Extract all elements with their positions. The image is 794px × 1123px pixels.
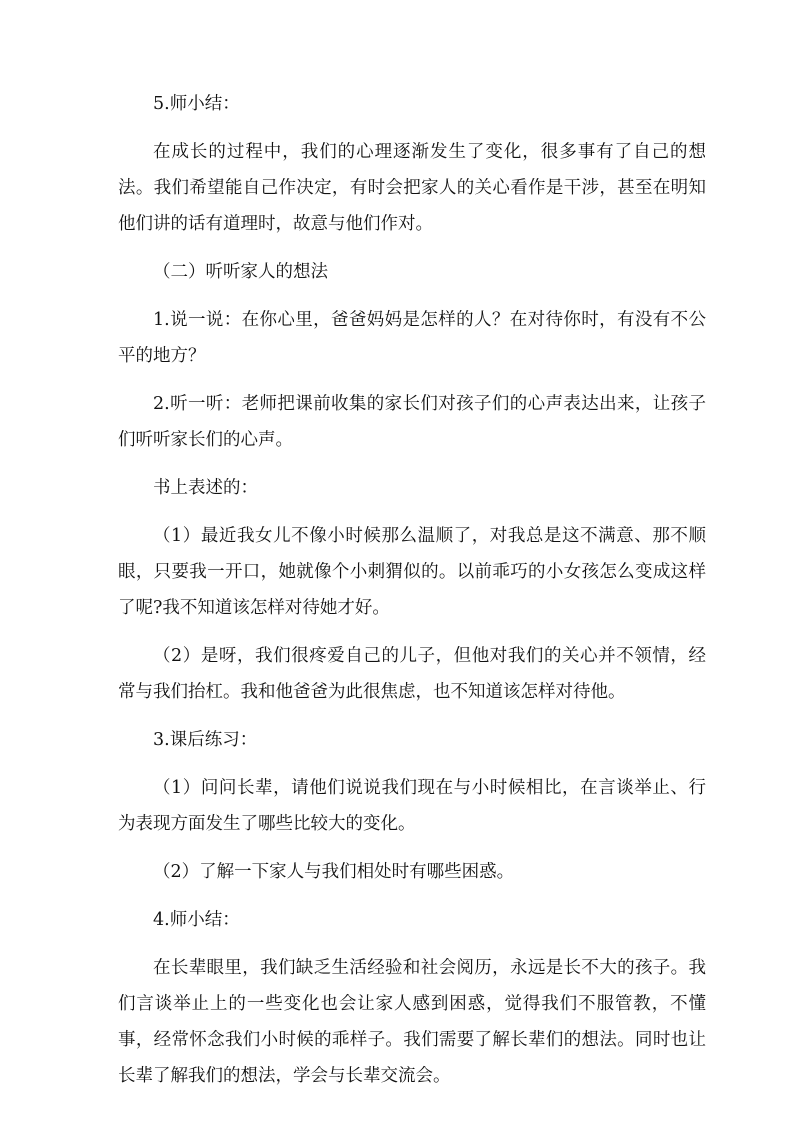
- paragraph-listen-activity: 2.听一听：老师把课前收集的家长们对孩子们的心声表达出来，让孩子们听听家长们的心声。: [118, 394, 706, 450]
- paragraph-exercise-1: （1）问问长辈，请他们说说我们现在与小时候相比，在言谈举止、行为表现方面发生了哪些比较大的变化。: [118, 778, 706, 834]
- paragraph-quote-1: （1）最近我女儿不像小时候那么温顺了，对我总是这不满意、那不顺眼，只要我一开口，她就像个小刺猬似的。以前乖巧的小女孩怎么变成这样了呢?我不知道该怎样对待她才好。: [118, 526, 706, 618]
- section-heading-family-thoughts: （二）听听家人的想法: [153, 262, 328, 282]
- paragraph-quote-2: （2）是呀，我们很疼爱自己的儿子，但他对我们的关心并不领情，经常与我们抬杠。我和他爸爸为此很焦虑，也不知道该怎样对待他。: [118, 646, 706, 702]
- document-body: [118, 86, 706, 1106]
- paragraph-say-activity: 1.说一说：在你心里，爸爸妈妈是怎样的人？在对待你时，有没有不公平的地方？: [118, 310, 706, 366]
- heading-teacher-summary-4: 4.师小结：: [153, 910, 240, 930]
- heading-teacher-summary-5: 5.师小结：: [153, 94, 240, 114]
- paragraph-growth-psychology: 在成长的过程中，我们的心理逐渐发生了变化，很多事有了自己的想法。我们希望能自己作决定，有时会把家人的关心看作是干涉，甚至在明知他们讲的话有道理时，故意与他们作对。: [118, 142, 706, 234]
- paragraph-elders-view: 在长辈眼里，我们缺乏生活经验和社会阅历，永远是长不大的孩子。我们言谈举止上的一些变化也会让家人感到困惑，觉得我们不服管教，不懂事，经常怀念我们小时候的乖样子。我们需要了解长辈们的想法。同时也让长辈了解我们的想法，学会与长辈交流会。: [118, 958, 706, 1086]
- heading-after-class-exercise: 3.课后练习：: [153, 730, 258, 750]
- paragraph-exercise-2: （2）了解一下家人与我们相处时有哪些困惑。: [153, 862, 515, 882]
- paragraph-book-statement: 书上表述的：: [153, 478, 258, 498]
